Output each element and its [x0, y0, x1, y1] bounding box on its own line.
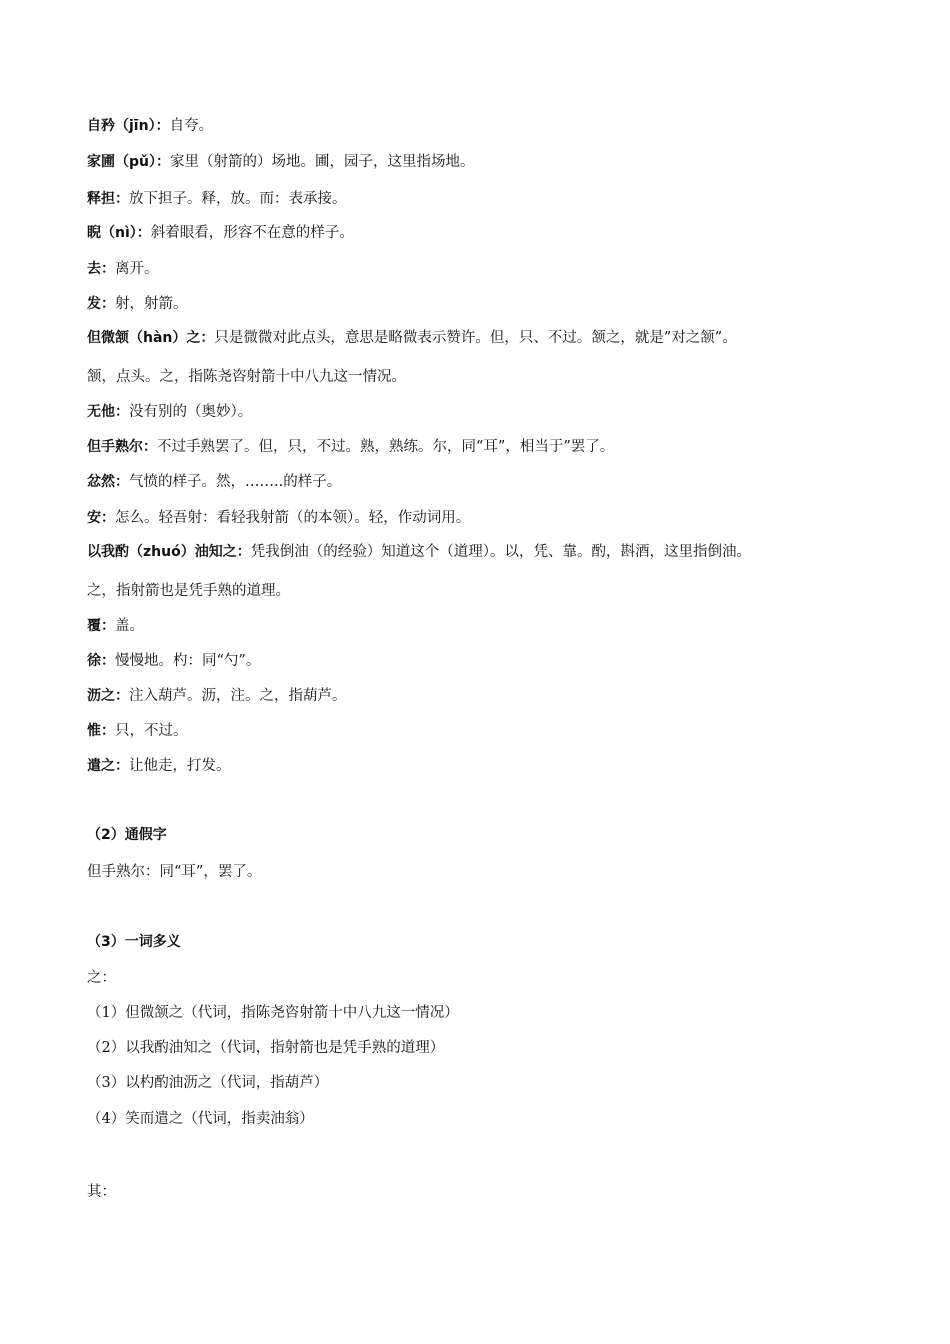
glossary-entry [87, 116, 213, 136]
entry-definition: 凭我倒油（的经验）知道这个（道理）。以，凭、靠。酌，斟酒，这里指倒油。 [250, 544, 751, 560]
entry-term: 忿然： [87, 474, 129, 490]
entry-definition: 放下担子。释，放。而：表承接。 [129, 191, 347, 207]
entry-definition: 射，射箭。 [115, 296, 188, 312]
entry-term: 去： [87, 261, 115, 277]
glossary-entry [87, 259, 159, 279]
polysemy-item: （1）但微颔之（代词，指陈尧咨射箭十中八九这一情况） [87, 1005, 459, 1021]
entry-term: 徐： [87, 653, 115, 669]
entry-definition: 不过手熟罢了。但，只，不过。熟，熟练。尔，同“耳”，相当于”罢了。 [157, 439, 615, 455]
polysemy-item: （2）以我酌油知之（代词，指射箭也是凭手熟的道理） [87, 1040, 445, 1056]
section-heading-tongjiazi: （2）通假字 [87, 827, 167, 843]
entry-term: 睨（nì）： [87, 225, 151, 241]
entry-term: 遣之： [87, 758, 129, 774]
glossary-entry [87, 616, 144, 636]
entry-term: 安： [87, 510, 115, 526]
polysemy-word: 之： [87, 970, 116, 986]
entry-term: 惟： [87, 723, 115, 739]
polysemy-item: （4）笑而遣之（代词，指卖油翁） [87, 1111, 314, 1127]
entry-term: 以我酌（zhuó）油知之： [87, 544, 251, 560]
glossary-entry [87, 651, 260, 671]
glossary-entry [87, 189, 347, 209]
entry-term: 自矜（jīn）： [87, 118, 170, 134]
glossary-entry [87, 223, 354, 243]
glossary-entry [87, 542, 751, 562]
entry-term: 沥之： [87, 688, 129, 704]
glossary-entry [87, 294, 188, 314]
entry-definition: 没有别的（奥妙）。 [129, 404, 253, 420]
glossary-continuation [87, 581, 290, 601]
glossary-entry [87, 472, 341, 492]
section-heading-yiciduoyi: （3）一词多义 [87, 934, 181, 950]
glossary-entry [87, 686, 347, 706]
entry-term: 家圃（pǔ）： [87, 154, 170, 170]
polysemy-word: 其： [87, 1184, 116, 1200]
entry-definition: 家里（射箭的）场地。圃，园子，这里指场地。 [170, 154, 475, 170]
entry-term: 无他： [87, 404, 129, 420]
entry-term: 释担： [87, 191, 129, 207]
glossary-entry [87, 437, 614, 457]
entry-definition: 让他走，打发。 [129, 758, 231, 774]
glossary-continuation [87, 367, 406, 387]
glossary-entry [87, 721, 188, 741]
entry-term: 但手熟尔： [87, 439, 157, 455]
entry-term: 但微颔（hàn）之： [87, 330, 215, 346]
glossary-entry [87, 152, 475, 172]
entry-definition: 气愤的样子。然，……..的样子。 [129, 474, 342, 490]
entry-definition: 盖。 [115, 618, 144, 634]
entry-definition: 自夸。 [169, 118, 214, 134]
entry-definition: 颔，点头。之，指陈尧咨射箭十中八九这一情况。 [87, 369, 406, 385]
section-line: 但手熟尔：同“耳”，罢了。 [87, 864, 262, 880]
entry-definition: 只是微微对此点头，意思是略微表示赞许。但，只、不过。颔之，就是”对之颔”。 [214, 330, 737, 346]
glossary-entry [87, 756, 231, 776]
entry-term: 发： [87, 296, 115, 312]
entry-definition: 斜着眼看，形容不在意的样子。 [150, 225, 354, 241]
polysemy-item: （3）以杓酌油沥之（代词，指葫芦） [87, 1075, 329, 1091]
glossary-entry [87, 402, 252, 422]
glossary-entry [87, 328, 737, 348]
glossary-entry [87, 508, 470, 528]
entry-definition: 之，指射箭也是凭手熟的道理。 [87, 583, 290, 599]
entry-definition: 注入葫芦。沥，注。之，指葫芦。 [129, 688, 347, 704]
entry-term: 覆： [87, 618, 115, 634]
entry-definition: 怎么。轻吾射：看轻我射箭（的本领）。轻，作动词用。 [115, 510, 471, 526]
entry-definition: 只，不过。 [115, 723, 188, 739]
entry-definition: 慢慢地。杓：同“勺”。 [115, 653, 261, 669]
entry-definition: 离开。 [115, 261, 159, 277]
